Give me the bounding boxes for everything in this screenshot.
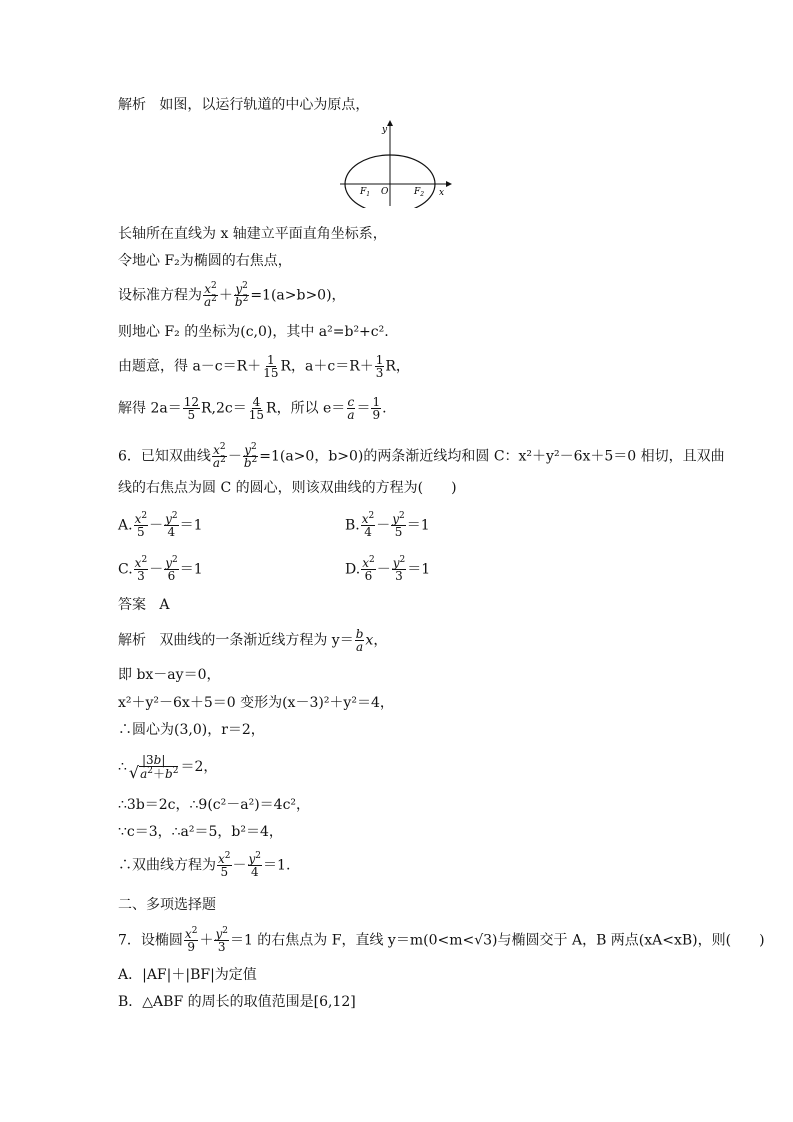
fraction-x2-a2: $\frac{x^2}{a^2}$ [204,281,217,309]
fraction: $\frac{y^2}{4}$ [165,511,178,539]
eq-part: R,2c＝ [201,400,247,417]
answer-label: 答案 [118,597,146,613]
ellipse-figure [338,118,458,208]
eq-part: 由题意，得 a－c＝R＋ [118,358,262,375]
fraction: $\frac{x^2}{4}$ [361,511,375,539]
analysis-line-6: ∴3b＝2c，∴9(c²－a²)＝4c²， [118,797,311,813]
eq-part: ∴ [118,759,127,775]
fraction-12-5: $\frac{12}{5}$ [183,395,199,422]
eq-prefix: 设标准方程为 [118,287,202,304]
solution-line-6 [118,354,410,379]
option-b: B. $\frac{x^2}{4}$ － $\frac{y^2}{5}$ ＝1 [345,511,430,539]
fraction: $\frac{x^2}{9}$ [184,926,198,954]
fraction-y2-b2: $\frac{y^2}{b^2}$ [234,281,249,309]
fraction-x2-a2: $\frac{x^2}{a^2}$ [212,442,226,470]
eq-part: R，所以 e＝ [266,400,346,417]
solution-line-3: 令地心 F₂为椭圆的右焦点， [118,253,292,269]
fraction-c-a: $\frac{c}{a}$ [347,395,355,422]
origin-label: O [381,187,389,197]
fraction-1-3: $\frac{1}{3}$ [375,353,384,380]
x-axis-arrow [446,181,452,187]
fraction-b-a: $\frac{b}{a}$ [355,627,364,654]
option-c: C. $\frac{x^2}{3}$ － $\frac{y^2}{6}$ ＝1 [118,555,203,583]
fraction: $\frac{y^2}{3}$ [215,926,228,954]
fraction-1-15: $\frac{1}{15}$ [263,353,279,380]
option-letter: A. [118,517,133,534]
eq-part: ＝2， [180,759,218,775]
option-letter: D. [345,561,361,578]
question-7-line-1: 7．设椭圆 $\frac{x^2}{9}$ ＋ $\frac{y^2}{3}$ ＝1 的右焦点为 F，直线 y＝m(0<m<√3)与椭圆交于 A，B 两点(xA<xB)，则( ) [118,926,765,954]
fraction: $\frac{y^2}{3}$ [392,555,406,583]
solution-line-7: 解得 2a＝ $\frac{12}{5}$ R,2c＝ $\frac{4}{15}$ R，所以 e＝ $\frac{c}{a}$ ＝ $\frac{1}{9}$ . [118,395,387,422]
solution-text: 如图，以运行轨道的中心为原点， [159,97,370,113]
x-label: x [439,188,445,198]
question-7-option-b: B．△ABF 的周长的取值范围是[6,12] [118,994,356,1010]
y-label: y [382,125,388,135]
option-d: D. $\frac{x^2}{6}$ － $\frac{y^2}{3}$ ＝1 [345,555,431,583]
option-letter: C. [118,561,133,578]
eq-part: ＝1. [263,857,291,874]
y-axis-arrow [387,120,393,126]
fraction: $\frac{x^2}{6}$ [362,555,375,583]
fraction: $\frac{x^2}{5}$ [218,851,231,879]
analysis-line-8: ∴双曲线方程为 $\frac{x^2}{5}$ － $\frac{y^2}{4}$ ＝1. [118,851,291,879]
fraction: $\frac{x^2}{3}$ [134,555,148,583]
eq-part: . [382,400,387,417]
question-6-line-2: 线的右焦点为圆 C 的圆心，则该双曲线的方程为( ) [118,480,457,496]
analysis-line-4: ∴圆心为(3,0)，r＝2， [118,722,265,738]
option-a: A. $\frac{x^2}{5}$ － $\frac{y^2}{4}$ ＝1 [118,511,203,539]
eq-part: 双曲线的一条渐近线方程为 y＝ [159,632,354,649]
fraction: $\frac{y^2}{4}$ [248,851,262,879]
fraction-4-15: $\frac{4}{15}$ [248,395,265,422]
eq-part: R， [385,358,410,375]
option-letter: B. [345,517,360,534]
q-part: ＝1 的右焦点为 F，直线 y＝m(0<m<√3)与椭圆交于 A，B 两点(xA<xB)，则( ) [229,932,765,949]
question-7-option-a: A．|AF|＋|BF|为定值 [118,967,257,983]
answer-value: A [159,597,170,613]
eq-part: ∴双曲线方程为 [118,857,216,874]
question-6-line-1: 6．已知双曲线 $\frac{x^2}{a^2}$ － $\frac{y^2}{b^2}$ =1(a>0，b>0)的两条渐近线均和圆 C：x²＋y²－6x＋5＝0 相切，且双曲 [118,442,725,470]
analysis-line-1: 解析 双曲线的一条渐近线方程为 y＝ $\frac{b}{a}$ x， [118,627,388,654]
fraction-1-9: $\frac{1}{9}$ [372,395,381,422]
q-part: 6．已知双曲线 [118,448,211,465]
analysis-line-2: 即 bx－ay＝0， [118,667,221,683]
q-part: =1(a>0，b>0)的两条渐近线均和圆 C：x²＋y²－6x＋5＝0 相切，且双曲 [259,448,725,465]
solution-line-1 [118,95,369,115]
fraction-distance: $\frac{|3b|}{√a^2+b^2}$ [128,753,179,782]
eq-part: R，a＋c＝R＋ [280,358,374,375]
fraction: $\frac{x^2}{5}$ [134,511,148,539]
solution-line-4: 设标准方程为 $\frac{x^2}{a^2}$ ＋ $\frac{y^2}{b^2}$ =1(a>b>0)， [118,281,346,309]
analysis-line-3: x²＋y²－6x＋5＝0 变形为(x－3)²＋y²＝4， [118,695,394,711]
fraction: $\frac{y^2}{6}$ [165,555,178,583]
fraction: $\frac{y^2}{5}$ [392,511,405,539]
analysis-line-7: ∵c＝3，∴a²＝5，b²＝4， [118,824,283,840]
solution-line-5: 则地心 F₂ 的坐标为(c,0)，其中 a²=b²+c². [118,324,389,340]
f2-label: $F_2$ [414,187,425,198]
solution-label: 解析 [118,632,146,649]
eq-suffix: =1(a>b>0)， [250,287,346,304]
solution-label: 解析 [118,97,146,113]
section-heading: 二、多项选择题 [118,897,216,913]
analysis-line-5 [118,754,217,780]
solution-line-2: 长轴所在直线为 x 轴建立平面直角坐标系， [118,226,387,242]
eq-part: 解得 2a＝ [118,400,182,417]
q-part: 7．设椭圆 [118,932,183,949]
f1-label: $F_1$ [360,187,371,198]
answer-line [118,595,169,615]
fraction-y2-b2: $\frac{y^2}{b^2}$ [243,442,258,470]
